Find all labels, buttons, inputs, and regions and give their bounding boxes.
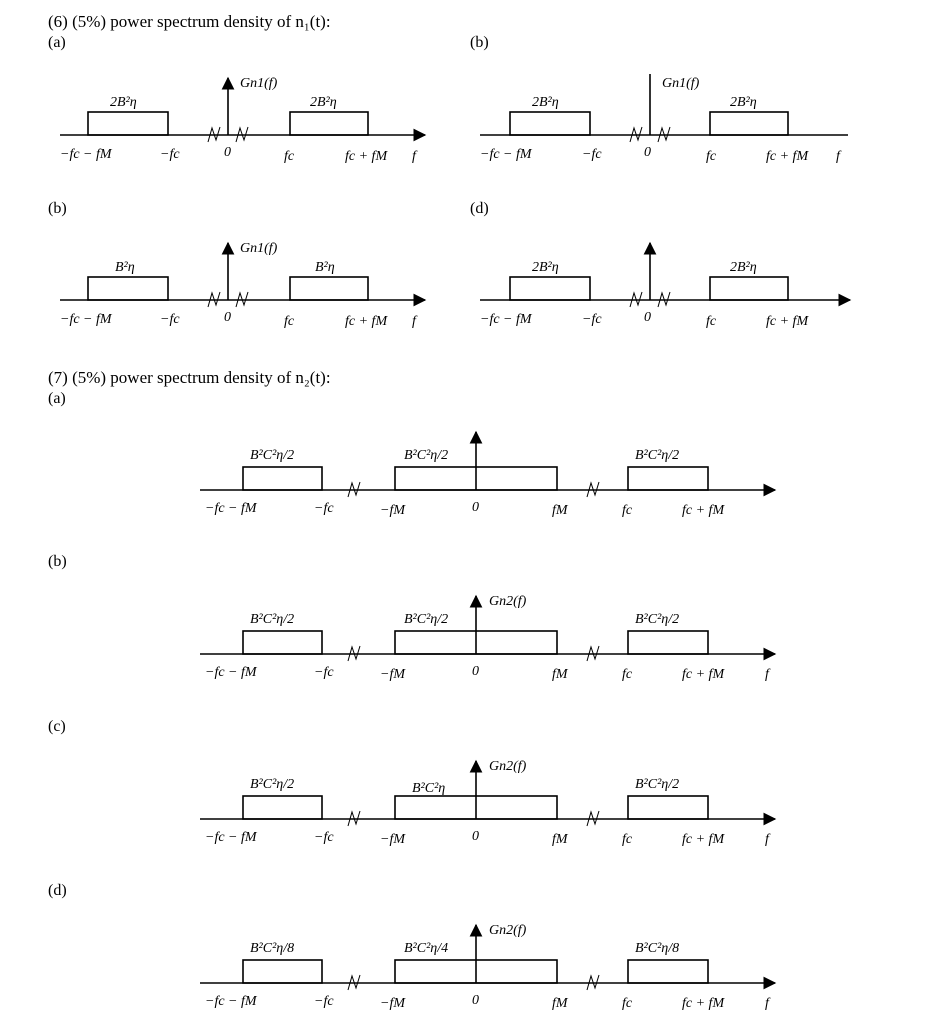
q6-d-tick-pos-inner: fc: [706, 314, 717, 329]
q6-a-break-right: [236, 127, 248, 142]
q7-a-tick-pos-outer: fc + fM: [682, 503, 725, 518]
q7-a-right-band: [628, 467, 708, 490]
q7-d-right-level: B²C²η/8: [635, 941, 680, 956]
q6-c-tick-f: f: [412, 314, 416, 329]
q6-c-tick-pos-inner: fc: [284, 314, 295, 329]
q6-b-tick-neg-inner: −fc: [582, 147, 602, 162]
q7-option-a-tag: (a): [48, 390, 66, 407]
q6-b-graph: [480, 74, 848, 164]
q7-b-tick-pos-inner: fc: [622, 667, 633, 682]
q6-heading: (6) (5%) power spectrum density of n₁(t):: [48, 12, 331, 31]
q7-b-ylabel: Gn2(f): [489, 594, 527, 609]
q7-b-tick-f: f: [765, 667, 769, 682]
q6-d-tick-pos-outer: fc + fM: [766, 314, 809, 329]
q6-c-tick-neg-outer: −fc − fM: [60, 312, 112, 327]
q6-b-break-right: [658, 127, 670, 142]
q6-a-left-level: 2B²η: [110, 95, 137, 110]
q7-b-break-right: [587, 646, 599, 661]
q6-c-tick-neg-inner: −fc: [160, 312, 180, 327]
q7-c-ylabel: Gn2(f): [489, 759, 527, 774]
q7-d-ylabel: Gn2(f): [489, 923, 527, 938]
q6-a-tick-neg-inner: −fc: [160, 147, 180, 162]
q6-b-break-left: [630, 127, 642, 142]
q7-a-graph: [200, 432, 775, 518]
q7-b-left-level: B²C²η/2: [250, 612, 295, 627]
q7-b-right-band: [628, 631, 708, 654]
q6-a-tick-f: f: [412, 149, 416, 164]
q6-d-tick-zero: 0: [644, 310, 651, 325]
q7-option-d-tag: (d): [48, 882, 67, 899]
q6-a-tick-zero: 0: [224, 145, 231, 160]
q7-d-left-band: [243, 960, 322, 983]
q7-d-break-right: [587, 975, 599, 990]
q7-d-graph: [200, 923, 775, 1011]
q7-c-tick-pos-outer: fc + fM: [682, 832, 725, 847]
q7-a-center-level: B²C²η/2: [404, 448, 449, 463]
q6-d-break-right: [658, 292, 670, 307]
q6-b-tick-zero: 0: [644, 145, 651, 160]
q6-a-break-left: [208, 127, 220, 142]
q7-d-tick-pos-inner: fc: [622, 996, 633, 1011]
q6-a-left-band: [88, 112, 168, 135]
q7-a-break-right: [587, 482, 599, 497]
q6-d-right-band: [710, 277, 788, 300]
q6-d-graph: [480, 243, 850, 329]
q6-c-break-left: [208, 292, 220, 307]
q7-c-tick-neg-outer: −fc − fM: [205, 830, 257, 845]
q7-a-tick-neg-m: −fM: [380, 503, 405, 518]
q7-b-tick-pos-m: fM: [552, 667, 568, 682]
q7-d-break-left: [348, 975, 360, 990]
q7-d-left-level: B²C²η/8: [250, 941, 295, 956]
q7-d-tick-pos-m: fM: [552, 996, 568, 1011]
q7-a-right-level: B²C²η/2: [635, 448, 680, 463]
q7-d-tick-f: f: [765, 996, 769, 1011]
q7-b-break-left: [348, 646, 360, 661]
q7-d-tick-neg-m: −fM: [380, 996, 405, 1011]
q6-a-graph: [60, 76, 425, 164]
q7-c-tick-f: f: [765, 832, 769, 847]
q7-d-tick-pos-outer: fc + fM: [682, 996, 725, 1011]
q7-option-b-tag: (b): [48, 553, 67, 570]
q6-a-tick-neg-outer: −fc − fM: [60, 147, 112, 162]
q6-b-right-band: [710, 112, 788, 135]
q6-a-right-band: [290, 112, 368, 135]
q7-b-right-level: B²C²η/2: [635, 612, 680, 627]
q7-option-c-tag: (c): [48, 718, 66, 735]
q6-option-c-tag: (b): [48, 200, 67, 217]
q6-c-break-right: [236, 292, 248, 307]
q6-c-left-band: [88, 277, 168, 300]
q7-d-right-band: [628, 960, 708, 983]
q6-d-left-band: [510, 277, 590, 300]
q7-b-graph: [200, 594, 775, 682]
q6-c-right-level: B²η: [315, 260, 335, 275]
q7-c-left-band: [243, 796, 322, 819]
q7-a-tick-zero: 0: [472, 500, 479, 515]
q7-b-left-band: [243, 631, 322, 654]
q7-a-tick-pos-m: fM: [552, 503, 568, 518]
q7-d-tick-neg-outer: −fc − fM: [205, 994, 257, 1009]
q7-b-tick-neg-inner: −fc: [314, 665, 334, 680]
q7-b-tick-neg-m: −fM: [380, 667, 405, 682]
q6-b-left-band: [510, 112, 590, 135]
q7-c-graph: [200, 759, 775, 847]
q6-c-ylabel: Gn1(f): [240, 241, 278, 256]
q7-b-tick-zero: 0: [472, 664, 479, 679]
q7-c-center-level: B²C²η: [412, 781, 446, 796]
q6-a-right-level: 2B²η: [310, 95, 337, 110]
q7-a-tick-neg-inner: −fc: [314, 501, 334, 516]
q6-a-tick-pos-outer: fc + fM: [345, 149, 388, 164]
q6-b-left-level: 2B²η: [532, 95, 559, 110]
q7-b-tick-neg-outer: −fc − fM: [205, 665, 257, 680]
q7-a-tick-pos-inner: fc: [622, 503, 633, 518]
q6-d-left-level: 2B²η: [532, 260, 559, 275]
q7-c-break-right: [587, 811, 599, 826]
q7-d-tick-neg-inner: −fc: [314, 994, 334, 1009]
q7-d-tick-zero: 0: [472, 993, 479, 1008]
q7-c-tick-neg-m: −fM: [380, 832, 405, 847]
q6-a-tick-pos-inner: fc: [284, 149, 295, 164]
q7-c-tick-pos-inner: fc: [622, 832, 633, 847]
q7-heading: (7) (5%) power spectrum density of n₂(t):: [48, 368, 331, 387]
q6-c-graph: [60, 241, 425, 329]
q6-b-tick-pos-inner: fc: [706, 149, 717, 164]
q7-a-left-band: [243, 467, 322, 490]
q7-d-center-level: B²C²η/4: [404, 941, 449, 956]
q6-option-a-tag: (a): [48, 34, 66, 51]
q7-c-right-band: [628, 796, 708, 819]
q7-b-tick-pos-outer: fc + fM: [682, 667, 725, 682]
q6-c-right-band: [290, 277, 368, 300]
q6-b-right-level: 2B²η: [730, 95, 757, 110]
q7-c-tick-pos-m: fM: [552, 832, 568, 847]
q6-c-tick-pos-outer: fc + fM: [345, 314, 388, 329]
q6-a-ylabel: Gn1(f): [240, 76, 278, 91]
q6-d-tick-neg-inner: −fc: [582, 312, 602, 327]
q7-c-tick-zero: 0: [472, 829, 479, 844]
q6-d-right-level: 2B²η: [730, 260, 757, 275]
q6-b-tick-pos-outer: fc + fM: [766, 149, 809, 164]
q6-c-tick-zero: 0: [224, 310, 231, 325]
q7-b-center-level: B²C²η/2: [404, 612, 449, 627]
q7-c-tick-neg-inner: −fc: [314, 830, 334, 845]
q7-a-tick-neg-outer: −fc − fM: [205, 501, 257, 516]
q6-b-tick-f: f: [836, 149, 840, 164]
q7-a-break-left: [348, 482, 360, 497]
q6-b-tick-neg-outer: −fc − fM: [480, 147, 532, 162]
q6-option-b-tag: (b): [470, 34, 489, 51]
q6-option-d-tag: (d): [470, 200, 489, 217]
q6-c-left-level: B²η: [115, 260, 135, 275]
q7-c-right-level: B²C²η/2: [635, 777, 680, 792]
q6-b-ylabel: Gn1(f): [662, 76, 700, 91]
q7-c-left-level: B²C²η/2: [250, 777, 295, 792]
q6-d-break-left: [630, 292, 642, 307]
q7-a-left-level: B²C²η/2: [250, 448, 295, 463]
q7-c-break-left: [348, 811, 360, 826]
q6-d-tick-neg-outer: −fc − fM: [480, 312, 532, 327]
